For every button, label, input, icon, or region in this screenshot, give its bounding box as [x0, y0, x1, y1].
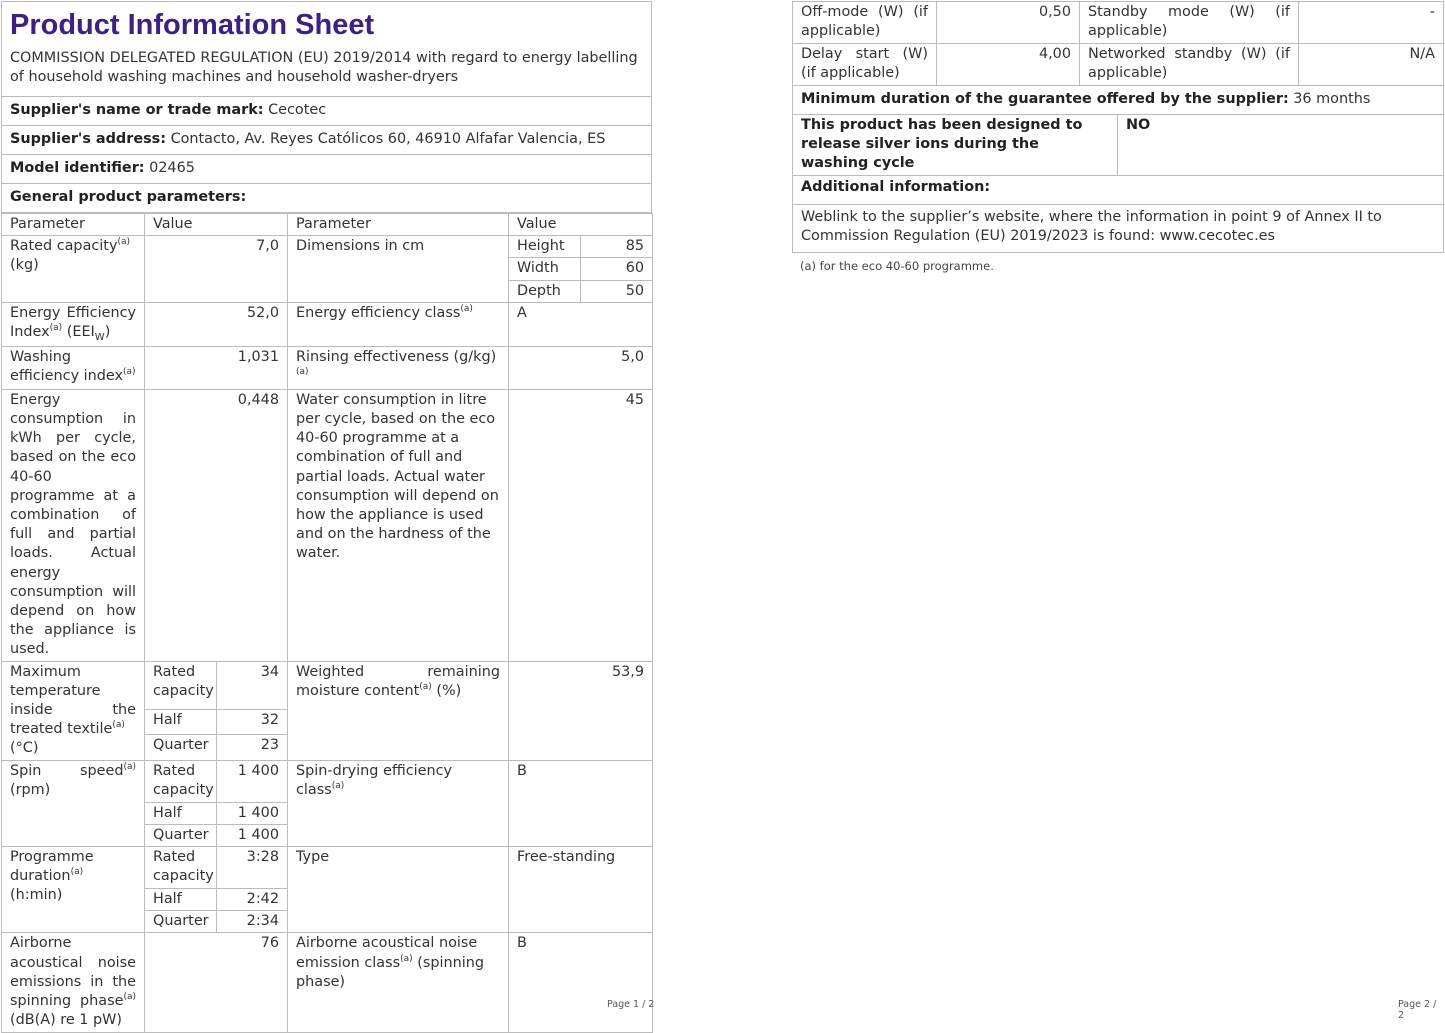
table-header: Value: [509, 214, 653, 236]
page-2: [792, 1, 1443, 279]
silver-table: [792, 115, 1444, 253]
duration-half: 2:42: [217, 889, 288, 911]
footnote: (a) for the eco 40-60 programme.: [800, 258, 994, 273]
address-row: [1, 126, 652, 155]
type-value: Free-standing: [509, 847, 653, 933]
supplier-row: [1, 97, 652, 126]
depth-label: Depth: [509, 280, 581, 302]
duration-label: Programme duration$^{(a)}$ (h:min): [2, 847, 145, 933]
guarantee-row: Minimum duration of the guarantee offered by the supplier: 36 months: [793, 86, 1444, 115]
table-row: [2, 389, 653, 661]
networked-standby-value: N/A: [1299, 44, 1444, 86]
water-consumption-value: 45: [509, 389, 653, 661]
table-row: [793, 86, 1444, 115]
spin-class-value: B: [509, 760, 653, 846]
table-row: [793, 44, 1444, 86]
table-row: [793, 115, 1444, 175]
power-table: [792, 1, 1444, 115]
spin-speed-rated: 1 400: [217, 760, 288, 802]
washing-efficiency-label: Washing efficiency index$^{(a)}$: [2, 346, 145, 389]
load-rated-label: Rated capacity: [145, 760, 217, 802]
off-mode-label: Off-mode (W) (if applicable): [793, 2, 937, 44]
eei-label: Energy Efficiency Index$^{(a)}$ $(EEI_W)$: [2, 302, 145, 346]
delay-start-label: Delay start (W) (if applicable): [793, 44, 937, 86]
regulation-text: COMMISSION DELEGATED REGULATION (EU) 2019/2014 with regard to energy labelling of household washing machines and household washer-dryers: [1, 45, 652, 97]
noise-class-label: Airborne acoustical noise emission class$^{(a)}$ (spinning phase): [288, 933, 509, 1033]
model-value: 02465: [149, 160, 195, 176]
table-row: [793, 204, 1444, 252]
address-value: Contacto, Av. Reyes Católicos 60, 46910 Alfafar Valencia, ES: [170, 131, 606, 147]
table-row: [793, 2, 1444, 44]
supplier-label: Supplier's name or trade mark:: [10, 102, 264, 118]
address-label: Supplier's address:: [10, 131, 166, 147]
water-consumption-label: Water consumption in litre per cycle, based on the eco 40-60 programme at a combination of full and partial loads. Actual water consumption will depend on how the appliance is used and on the hardness of the water.: [288, 389, 509, 661]
table-row: [2, 760, 653, 802]
height-value: 85: [581, 236, 653, 258]
delay-start-value: 4,00: [937, 44, 1080, 86]
noise-class-value: B: [509, 933, 653, 1033]
load-rated-label: Rated capacity: [145, 847, 217, 889]
spin-speed-label: Spin speed$^{(a)}$ (rpm): [2, 760, 145, 846]
table-row: [2, 847, 653, 889]
duration-quarter: 2:34: [217, 911, 288, 933]
standby-label: Standby mode (W) (if applicable): [1080, 2, 1299, 44]
weblink-text: Weblink to the supplier’s website, where the information in point 9 of Annex II to Commission Regulation (EU) 2019/2023 is found: www.cecotec.es: [793, 204, 1444, 252]
silver-ions-value: NO: [1118, 115, 1444, 175]
max-temperature-quarter: 23: [217, 735, 288, 760]
general-params-row: [1, 184, 652, 213]
energy-consumption-label: Energy consumption in kWh per cycle, based on the eco 40-60 programme at a combination of full and partial loads. Actual energy consumption will depend on how the appliance is used.: [2, 389, 145, 661]
table-row: [2, 346, 653, 389]
eec-label: Energy efficiency class$^{(a)}$: [288, 302, 509, 346]
silver-ions-label: This product has been designed to release silver ions during the washing cycle: [793, 115, 1118, 175]
noise-label: Airborne acoustical noise emissions in the spinning phase$^{(a)}$ (dB(A) re 1 pW): [2, 933, 145, 1033]
general-params-label: General product parameters:: [10, 189, 247, 205]
depth-value: 50: [581, 280, 653, 302]
supplier-value: Cecotec: [268, 102, 327, 118]
rinsing-label: Rinsing effectiveness $(g/kg)^{(a)}$: [288, 346, 509, 389]
table-row: [2, 302, 653, 346]
model-row: [1, 155, 652, 184]
height-label: Height: [509, 236, 581, 258]
washing-efficiency-value: 1,031: [145, 346, 288, 389]
moisture-label: Weighted remaining moisture content$^{(a)}$ (%): [288, 661, 509, 760]
rated-capacity-value: 7,0: [145, 236, 288, 303]
parameters-table: [1, 213, 653, 1033]
load-quarter-label: Quarter: [145, 911, 217, 933]
rinsing-value: 5,0: [509, 346, 653, 389]
width-value: 60: [581, 258, 653, 280]
table-row: [2, 933, 653, 1033]
duration-rated: 3:28: [217, 847, 288, 889]
table-row: [793, 175, 1444, 204]
spin-speed-quarter: 1 400: [217, 824, 288, 846]
rated-capacity-label: Rated capacity$^{(a)}$ (kg): [2, 236, 145, 303]
standby-value: -: [1299, 2, 1444, 44]
additional-info-label: Additional information:: [793, 175, 1444, 204]
page-1: [1, 1, 655, 1033]
load-half-label: Half: [145, 889, 217, 911]
max-temperature-half: 32: [217, 709, 288, 734]
networked-standby-label: Networked standby (W) (if applicable): [1080, 44, 1299, 86]
load-quarter-label: Quarter: [145, 824, 217, 846]
max-temperature-rated: 34: [217, 661, 288, 709]
off-mode-value: 0,50: [937, 2, 1080, 44]
width-label: Width: [509, 258, 581, 280]
table-header: Parameter: [288, 214, 509, 236]
spin-speed-half: 1 400: [217, 802, 288, 824]
spin-class-label: Spin-drying efficiency class$^{(a)}$: [288, 760, 509, 846]
load-half-label: Half: [145, 802, 217, 824]
load-half-label: Half: [145, 709, 217, 734]
type-label: Type: [288, 847, 509, 933]
eei-value: 52,0: [145, 302, 288, 346]
moisture-value: 53,9: [509, 661, 653, 760]
noise-value: 76: [145, 933, 288, 1033]
eec-value: A: [509, 302, 653, 346]
table-header-row: [2, 214, 653, 236]
table-header: Value: [145, 214, 288, 236]
page-title: Product Information Sheet: [1, 1, 652, 45]
model-label: Model identifier:: [10, 160, 145, 176]
page-number-2: Page 2 / 2: [1398, 999, 1437, 1021]
table-row: [2, 661, 653, 709]
table-row: [2, 236, 653, 258]
table-header: Parameter: [2, 214, 145, 236]
load-quarter-label: Quarter: [145, 735, 217, 760]
energy-consumption-value: 0,448: [145, 389, 288, 661]
load-rated-label: Rated capacity: [145, 661, 217, 709]
dimensions-label: Dimensions in cm: [288, 236, 509, 303]
max-temperature-label: Maximum temperature inside the treated textile$^{(a)}$ (°C): [2, 661, 145, 760]
page-number-1: Page 1 / 2: [607, 999, 655, 1010]
